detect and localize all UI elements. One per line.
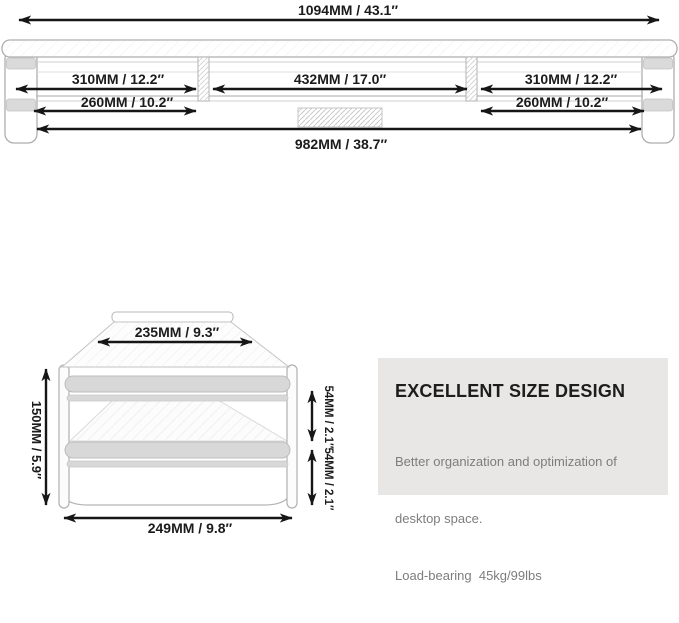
label-left-leg-span: 260MM / 10.2″ [80,94,174,110]
back-lip [112,312,233,322]
center-hatched-block [298,108,382,127]
info-panel-line2: desktop space. [395,511,483,526]
middle-shelf-texture [70,400,287,441]
tier1-band [65,376,290,392]
label-lower-tier-height: 54MM / 2.1″ [322,447,334,511]
left-divider-hatch [198,57,209,101]
label-base-width: 982MM / 38.7″ [294,136,388,152]
top-view-drawing [2,40,677,143]
label-right-section: 310MM / 12.2″ [524,71,618,87]
label-base-depth: 249MM / 9.8″ [147,520,233,536]
label-right-leg-span: 260MM / 10.2″ [515,94,609,110]
label-total-height: 150MM / 5.9″ [29,400,44,480]
label-top-depth: 235MM / 9.3″ [134,324,220,340]
right-divider-hatch [466,57,477,101]
lower-body [60,466,292,505]
tier2-band [65,442,290,458]
tier1-band-thin [67,395,288,401]
top-shelf-texture [3,41,676,56]
info-panel-title: EXCELLENT SIZE DESIGN [395,381,626,401]
label-center-section: 432MM / 17.0″ [293,71,387,87]
info-panel-body [395,414,654,623]
label-left-section: 310MM / 12.2″ [71,71,165,87]
label-upper-tier-height: 54MM / 2.1″ [322,385,334,449]
label-total-width: 1094MM / 43.1″ [297,2,399,18]
info-panel-line1: Better organization and optimization of [395,454,617,469]
info-panel [378,358,668,583]
info-panel-line3: Load-bearing 45kg/99lbs [395,568,542,583]
tier2-band-thin [67,461,288,467]
